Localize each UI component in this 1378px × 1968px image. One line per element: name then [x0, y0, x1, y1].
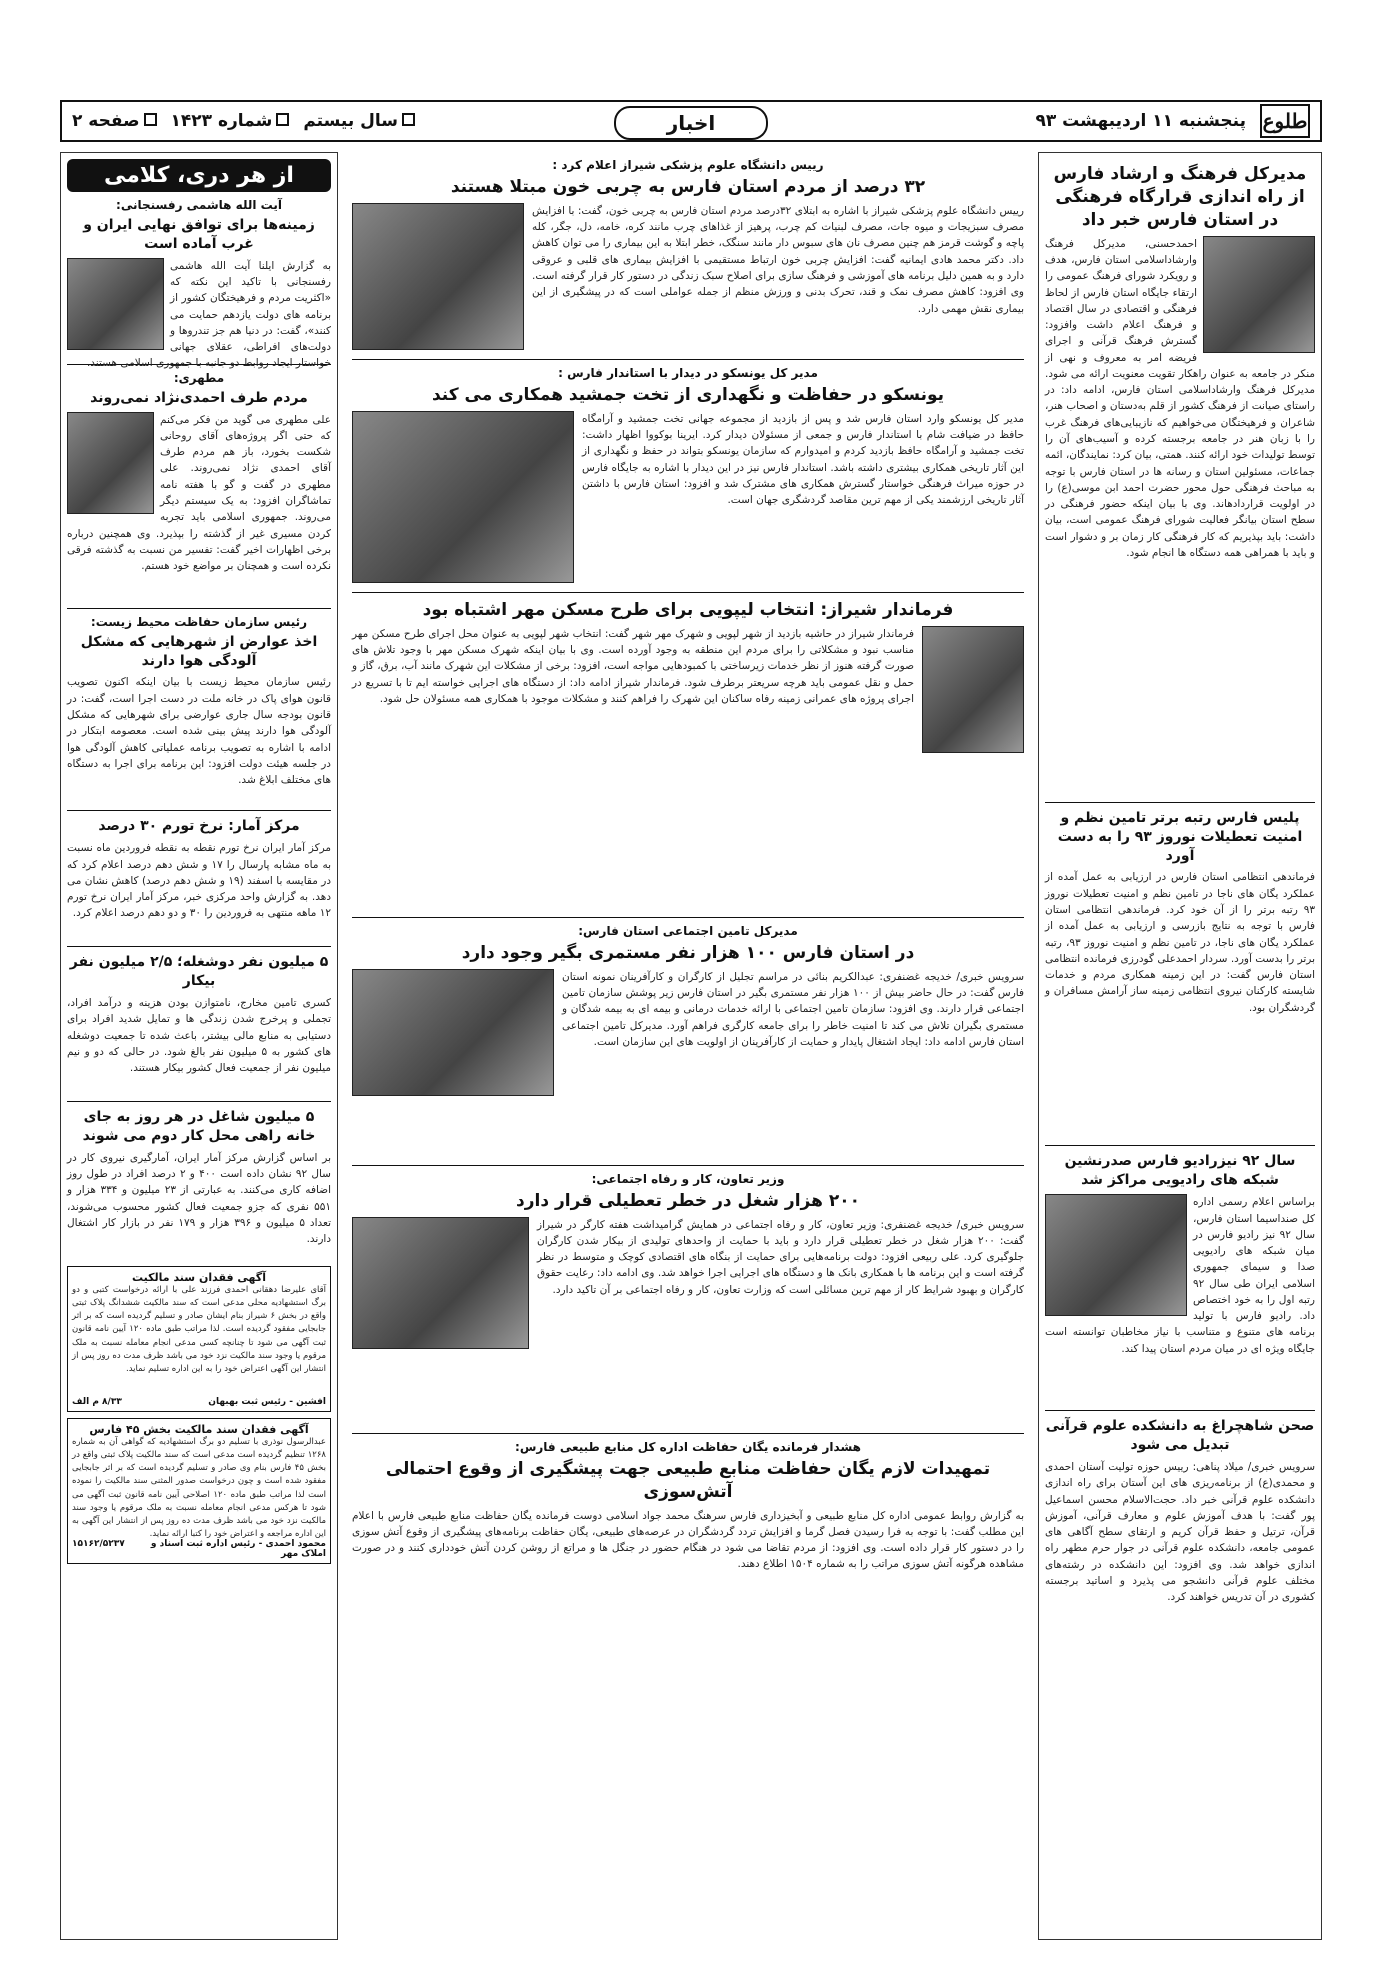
headline: ۵ میلیون نفر دوشغله؛ ۲/۵ میلیون نفر بیکار [69, 954, 329, 990]
headline: صحن شاهچراغ به دانشکده علوم قرآنی تبدیل می شود [1045, 1418, 1315, 1454]
story-inflation [67, 817, 331, 947]
headline: مردم طرف احمدی‌نژاد نمی‌روند [90, 389, 308, 406]
middle-column [348, 152, 1028, 1940]
notice-body: عبدالرسول نوذری با تسلیم دو برگ استشهادیه که گواهی آن به شماره ۱۲۶۸ تنظیم گردیده است مدعی است که سند مالکیت پلاک ثبتی واقع در بخش ۴۵ فارس بنام وی صادر و تسلیم گردیده است که بر اثر جابجایی مفقود شده است و چون درخواست صدور المثنی سند مالکیت را نموده است لذا مراتب طبق ماده ۱۲۰ اصلاحی آیین نامه قانون ثبت آگهی می شود تا هرکس مدعی انجام معامله نسبت به ملک مرقوم یا وجود سند مالکیت نزد خود می باشد ظرف مدت ده روز پس از انتشار این آگهی به این اداره مراجعه و اعتراض خود را کتبا ارائه نماید. [72, 1436, 326, 1540]
kicker: وزیر تعاون، کار و رفاه اجتماعی: [591, 1171, 785, 1186]
photo-rafsanjani [67, 258, 164, 350]
story-motahari [67, 371, 331, 609]
legal-notice-2 [67, 1418, 331, 1564]
story-two-jobs [67, 953, 331, 1102]
headline: پلیس فارس رتبه برتر تامین نظم و امنیت تعطیلات نوروز ۹۳ را به دست آورد [1057, 809, 1303, 864]
article-body: فرماندار شیراز در حاشیه بازدید از شهر لپویی و شهرک مهر شهر گفت: انتخاب شهر لپویی به عنوان محل اجرای طرح مسکن مهر مناسب نبود و مشکلاتی را برای مردم این منطقه به وجود آورده است. وی با بیان اینکه شهرک مسکن مهر با وجود تلاش های صورت گرفته هنوز از نظر خدمات زیرساختی با کمبودهایی مواجه است، افزود: برخی از مشکلات این شهرک مانند آب، برق، گاز و حمل و نقل عمومی باید هرچه سریعتر برطرف شود. فرماندار شیراز ادامه داد: از دستگاه های اجرایی خواسته ایم تا با تسریع در اجرای پروژه های عمرانی زمینه رفاه ساکنان این شهرک را فراهم کنند و مشکلات موجود با همکاری همه مسئولان حل شود. [352, 627, 914, 705]
article-body: براساس اعلام رسمی اداره کل صنداسیما استان فارس، سال ۹۲ نیز رادیو فارس در میان شبکه های رادیویی صدا و سیمای جمهوری اسلامی ایران طی سال ۹۲ رتبه اول را به خود اختصاص داد. رادیو فارس با تولید برنامه های متنوع و متناسب با نیاز مخاطبان توانسته است جایگاه ویژه ای در میان مردم استان پیدا کند. [1045, 1196, 1315, 1355]
notice-title: آگهی فقدان سند مالکیت بخش ۴۵ فارس [89, 1422, 309, 1436]
story-fire-prevention [352, 1440, 1024, 1618]
notice-number: ۸/۳۳ م الف [72, 1396, 122, 1407]
column-banner: از هر دری، کلامی [67, 159, 331, 192]
kicker: مدیرکل تامین اجتماعی استان فارس: [578, 923, 798, 938]
story-social-security [352, 924, 1024, 1166]
headline: یونسکو در حفاظت و نگهداری از تخت جمشید همکاری می کند [431, 384, 945, 405]
headline: اخذ عوارض از شهرهایی که مشکل آلودگی هوا دارند [80, 633, 318, 669]
headline: مدیرکل فرهنگ و ارشاد فارس از راه اندازی قرارگاه فرهنگی در استان فارس خبر داد [1053, 164, 1307, 230]
issue-date: پنجشنبه ۱۱ اردیبهشت ۹۳ [1035, 111, 1246, 131]
headline: سال ۹۲ نیزرادیو فارس صدرنشین شبکه های رادیویی مراکز شد [1064, 1153, 1296, 1189]
story-cholesterol [352, 158, 1024, 360]
story-radio [1045, 1152, 1315, 1411]
article-body: احمدحسنی، مدیرکل فرهنگ وارشاداسلامی استان فارس، هدف و رویکرد شورای فرهنگ عمومی را ارتقاء جایگاه استان فارس از لحاظ فرهنگی و اقتصادی در سال اقتصاد و فرهنگ اعلام داشت وافزود: گسترش فرهنگ قرآنی و اجرای فریضه امر به معروف و نهی از منکر در جامعه به عنوان راهکار تقویت معنویت ارائه می شود. مدیرکل فرهنگ وارشاداسلامی استان فارس، ادامه داد: در راستای صیانت از فرهنگ کشور از قلم به‌دستان و اصحاب هنر، شاعران و فرهیختگان می‌خواهیم که نازیبایی‌های فرهنگ غرب را با زبان هنر در جامعه برجسته کرده و آسیب‌های آن را توسط تولیدات خود ارائه کنند. همتی، بیان کرد: نمایندگان، ائمه جماعات، مسئولین استان و رسانه ها در استان فارس با توجه به مباحث فرهنگی حول محور حضرت احمد ابن موسی(ع) را در اولویت قراردادهاند. وی با بیان اینکه حضور فرهنگی در سطح استان بیانگر فعالیت شورای فرهنگ عمومی است، بیان داشت: باید بپذیریم که کار فرهنگی کار زمان بر و دشوار است و باید با همراهی همه دستگاه ها انجام شود. [1045, 237, 1315, 559]
photo-motahari [67, 412, 154, 514]
article-body: فرماندهی انتظامی استان فارس در ارزیابی به عمل آمده از عملکرد یگان های ناجا در تامین نظم و امنیت تعطیلات نوروز ۹۳ رتبه برتر را از آن خود کرد. فرماندهی انتظامی استان فارس با توجه به نتایج بازرسی و ارزیابی به عمل آمده از عملکرد یگان های ناجا، در تامین نظم و امنیت نوروز ۹۳، رتبه برتر را بدست آورد. سردار احمدعلی گودرزی فرمانده انتظامی استان فارس گفت: در این زمینه همکاری مردم و خدمات شایسته کارکنان نیروی انتظامی زمینه ساز آرامش مسافران و گردشگران بود. [1045, 871, 1315, 1014]
article-body: علی مطهری می گوید من فکر می‌کنم که حتی اگر پروژه‌های آقای روحانی شکست بخورد، باز هم مردم طرف آقای احمدی نژاد نمی‌روند. علی مطهری در گفت و گو با هفته نامه تماشاگران افزود: به یک سیستم دیگر می‌روند. جمهوری اسلامی باید تجربه کردن مسیری غیر از گذشته را بپذیرد. وی همچنین درباره برخی اظهارات اخیر گفت: تفسیر من نسبت به گذشته فرقی نکرده است و همچنان بر مواضع خود هستم. [67, 413, 331, 573]
notice-signature: محمود احمدی - رئیس اداره ثبت اسناد و املاک مهر [150, 1538, 326, 1559]
issue-number: شماره ۱۴۲۳ [171, 111, 290, 131]
headline: ۳۲ درصد از مردم استان فارس به چربی خون مبتلا هستند [450, 177, 926, 197]
headline: مرکز آمار: نرخ تورم ۳۰ درصد [98, 818, 300, 835]
headline: در استان فارس ۱۰۰ هزار نفر مستمری بگیر وجود دارد [461, 942, 915, 963]
legal-notice-1 [67, 1266, 331, 1412]
kicker: آیت الله هاشمی رفسنجانی: [116, 198, 282, 212]
section-label: اخبار [614, 106, 768, 140]
article-body: سرویس خبری/ خدیجه غضنفری: عبدالکریم بنائی در مراسم تجلیل از کارگران و کارآفرینان نمونه استان فارس گفت: در حال حاضر بیش از ۱۰۰ هزار نفر مستمری بگیر در استان فارس زیر پوشش سازمان تامین اجتماعی قرار دارند. وی افزود: سازمان تامین اجتماعی با ارائه خدمات درمانی و بیمه ای به بیمه شدگان و مستمری بگیران تلاش می کند تا امنیت خاطر را برای جامعه کارگری فراهم آورد. مدیرکل تامین اجتماعی استان فارس ادامه داد: ایجاد اشتغال پایدار و حمایت از کارآفرینان از اولویت های این سازمان است. [562, 970, 1024, 1048]
square-icon [144, 113, 157, 126]
article-body: رییس دانشگاه علوم پزشکی شیراز با اشاره به ابتلای ۳۲درصد مردم استان فارس به چربی خون، گفت: با افزایش مصرف سبزیجات و میوه جات، مصرف لبنیات کم چرب، پرهیز از غذاهای چرب مانند کره، خامه، دل، جگر، کله پاچه و گوشت قرمز هم چنین مصرف نان های سبوس دار مانند سنگک، خطر ابتلا به این بیماری را می توان کاهش داد. دکتر محمد هادی ایمانیه گفت: افزایش چربی خون ارتباط مستقیمی با افزایش بیماری های قلبی و عروقی دارد و به همین دلیل برنامه های آموزشی و فرهنگ سازی برای اصلاح سبک زندگی در دستور کار قرار گرفته است. وی افزود: کاهش مصرف نمک و قند، تحرک بدنی و ورزش منظم از جمله عواملی است که در پیشگیری از این بیماری نقش مهمی دارد. [532, 204, 1024, 315]
year-label: سال بیستم [303, 111, 415, 131]
right-column [1038, 152, 1322, 1940]
newspaper-page [60, 100, 1322, 1940]
left-column [60, 152, 338, 1940]
headline: فرماندار شیراز: انتخاب لیپویی برای طرح مسکن مهر اشتباه بود [422, 599, 954, 620]
story-jobs-risk [352, 1172, 1024, 1434]
story-rafsanjani [67, 198, 331, 370]
kicker: رئیس سازمان حفاظت محیط زیست: [90, 614, 308, 629]
kicker: هشدار فرمانده یگان حفاظت اداره کل منابع طبیعی فارس: [515, 1439, 861, 1454]
article-body: بر اساس گزارش مرکز آمار ایران، آمارگیری نیروی کار در سال ۹۲ نشان داده است ۴۰۰ و ۲ درصد افراد در طول روز اضافه کاری می‌کنند. به عبارتی از ۲۳ میلیون و ۳۳۴ هزار و ۵۵۱ نفری که جزو جمعیت فعال کشور محسوب می‌شوند، تعداد ۵ میلیون و ۳۹۶ هزار و ۱۷۹ نفر در بازار کار اشتغال دارند. [67, 1151, 332, 1246]
story-second-job [67, 1108, 331, 1260]
story-police [1045, 809, 1315, 1147]
square-icon [402, 113, 415, 126]
photo-governor [922, 626, 1024, 753]
story-culture-hq [1045, 163, 1315, 803]
square-icon [276, 113, 289, 126]
masthead [60, 100, 1322, 142]
headline: تمهیدات لازم یگان حفاظت منابع طبیعی جهت پیشگیری از وقوع احتمالی آتش‌سوزی [385, 1458, 991, 1502]
kicker: رییس دانشگاه علوم پزشکی شیراز اعلام کرد : [552, 158, 824, 172]
notice-signature: افشین - رئیس ثبت بهبهان [208, 1396, 326, 1407]
photo-radio-staff [1045, 1194, 1187, 1316]
article-body: رئیس سازمان محیط زیست با بیان اینکه اکنون تصویب قانون هوای پاک در خانه ملت در دست اجرا است، گفت: در قانون بودجه سال جاری عوارضی برای شهرهایی که مشکل آلودگی هوا دارند پیش بینی شده است. معصومه ابتکار در ادامه با اشاره به تصویب برنامه عملیاتی کاهش آلودگی هوا در جلسه هیئت دولت افزود: این برنامه برای اجرا به دستگاه های مختلف ابلاغ شد. [67, 676, 331, 787]
story-mehr-housing [352, 599, 1024, 918]
notice-body: آقای علیرضا دهقانی احمدی فرزند علی با ارائه درخواست کتبی و دو برگ استشهادیه محلی مدعی است که سند مالکیت ششدانگ پلاک ثبتی واقع در بخش ۶ شیراز بنام ایشان صادر و تسلیم گردیده است که بر اثر جابجایی مفقود گردیده است. لذا مراتب طبق ماده ۱۲۰ آیین نامه قانون ثبت آگهی می شود تا چنانچه کسی مدعی انجام معامله نسبت به ملک مرقوم یا وجود سند مالکیت نزد خود می باشد ظرف مدت ده روز پس از انتشار این آگهی اعتراض خود را به این اداره تسلیم نماید. [72, 1284, 326, 1374]
kicker: مطهری: [173, 370, 225, 385]
headline: ۵ میلیون شاغل در هر روز به جای خانه راهی محل کار دوم می شوند [82, 1109, 316, 1145]
story-air-pollution [67, 615, 331, 812]
photo-imanieh [352, 203, 524, 350]
article-body: سرویس خبری/ خدیجه غضنفری: وزیر تعاون، کار و رفاه اجتماعی در همایش گرامیداشت هفته کارگر در شیراز گفت: ۲۰۰ هزار شغل در خطر تعطیلی قرار دارد و باید با حمایت از واحدهای تولیدی از بیکار شدن کارگران جلوگیری کرد. علی ربیعی افزود: دولت برنامه‌هایی برای حمایت از بنگاه های اقتصادی کوچک و متوسط در نظر گرفته است و این برنامه ها با همکاری بانک ها و دستگاه های اجرایی اجرا خواهد شد. وی ادامه داد: رعایت حقوق کارگران و بهبود شرایط کار از مهم ترین مسائلی است که وزارت تعاون، کار و رفاه اجتماعی بر آن تاکید دارد. [537, 1218, 1025, 1296]
article-body: مدیر کل یونسکو وارد استان فارس شد و پس از بازدید از مجموعه جهانی تخت جمشید و آرامگاه حافظ در ضیافت شام با استاندار فارس و جمعی از مسئولان دیدار کرد. ایرینا بوکووا اظهار داشت: تخت جمشید و آرامگاه حافظ بازدید کردم و امیدوارم که سازمان یونسکو بتواند در حفظ و نگهداری از این آثار تاریخی همکاری بیشتری داشته باشد. استاندار فارس نیز در این دیدار با اشاره به جایگاه فارس در حوزه میراث فرهنگی خواستار گسترش همکاری های مشترک شد و افزود: استان فارس با داشتن آثار تاریخی ارزشمند یکی از مهم ترین مقاصد گردشگری جهان است. [582, 412, 1024, 507]
headline: زمینه‌ها برای توافق نهایی ایران و غرب آماده است [83, 217, 315, 252]
article-body: سرویس خبری/ میلاد پناهی: رییس حوزه تولیت آستان احمدی و محمدی(ع) از برنامه‌ریزی های این آستان برای راه اندازی دانشکده علوم قرآنی خبر داد. حجت‌الاسلام محسن اسماعیل پور گفت: با هدف آموزش علوم و معارف قرآنی، آموزش قرآن، ترتیل و حفظ قرآن کریم و ارتقای سطح آگاهی های عمومی جامعه، دانشکده علوم قرآنی در جوار حرم مطهر راه اندازی خواهد شد. وی افزود: این دانشکده در رشته‌های مختلف علوم قرآنی دانشجو می پذیرد و اساتید برجسته کشوری در آن تدریس خواهند کرد. [1045, 1461, 1315, 1604]
article-body: به گزارش ایلنا آیت الله هاشمی رفسنجانی با تاکید این نکته که «اکثریت مردم و فرهیختگان کشور از برنامه های دولت یازدهم حمایت می کنند»، گفت: در دنیا هم جز تندروها و دولت‌های افراطی، عقلای جهانی خواستار ایجاد روابط دو جانبه با جمهوری اسلامی هستند. [86, 259, 331, 370]
photo-unesco-meeting [352, 411, 574, 583]
story-quran-school [1045, 1417, 1315, 1759]
article-body: کسری تامین مخارج، نامتوازن بودن هزینه و درآمد افراد، تجملی و پرخرج شدن زندگی ها و تمایل شدید افراد برای دستیابی به منابع مالی بیشتر، باعث شده تا جمعیت دوشغله های کشور به ۵ میلیون نفر بالغ شود. در حالی که دو و نیم میلیون نفر از جمعیت فعال کشور بیکار هستند. [67, 997, 331, 1075]
headline: ۲۰۰ هزار شغل در خطر تعطیلی قرار دارد [516, 1190, 860, 1211]
photo-hasani [1203, 236, 1315, 353]
article-body: مرکز آمار ایران نرخ تورم نقطه به نقطه فروردین ماه نسبت به ماه مشابه پارسال را ۱۷ و شش دهم درصد اعلام کرد که در مقایسه با اسفند (۱۹ و شش دهم درصد) کاهش نشان می دهد. به گزارش واحد مرکزی خبر، مرکز آمار ایران نرخ تورم ۱۲ ماهه منتهی به فروردین را ۳۰ و دو دهم درصد اعلام کرد. [67, 842, 331, 920]
photo-minister [352, 1217, 529, 1349]
masthead-right [1035, 104, 1310, 138]
masthead-left [72, 111, 415, 131]
story-unesco [352, 366, 1024, 593]
notice-title: آگهی فقدان سند مالکیت [132, 1270, 266, 1284]
kicker: مدیر کل یونسکو در دیدار با استاندار فارس : [558, 365, 818, 380]
photo-ceremony [352, 969, 554, 1096]
notice-number: ۱۵۱۶۲/۵۲۳۷ [72, 1538, 125, 1549]
article-body: به گزارش روابط عمومی اداره کل منابع طبیعی و آبخیزداری فارس سرهنگ محمد جواد اسلامی دوست فرمانده یگان حفاظت منابع طبیعی فارس با اعلام این مطلب گفت: با توجه به فرا رسیدن فصل گرما و افزایش تردد گردشگران در عرصه‌های طبیعی، یگان حفاظت برنامه‌های پیشگیری از وقوع آتش سوزی را در دستور کار قرار داده است. وی افزود: از مردم تقاضا می شود در هنگام حضور در جنگل ها و مراتع از روشن کردن آتش خودداری کنند و در صورت مشاهده هرگونه آتش سوزی مراتب را به شماره ۱۵۰۴ اطلاع دهند. [352, 1509, 1024, 1571]
newspaper-logo: طلوع [1260, 104, 1310, 138]
page-number: صفحه ۲ [72, 111, 157, 131]
